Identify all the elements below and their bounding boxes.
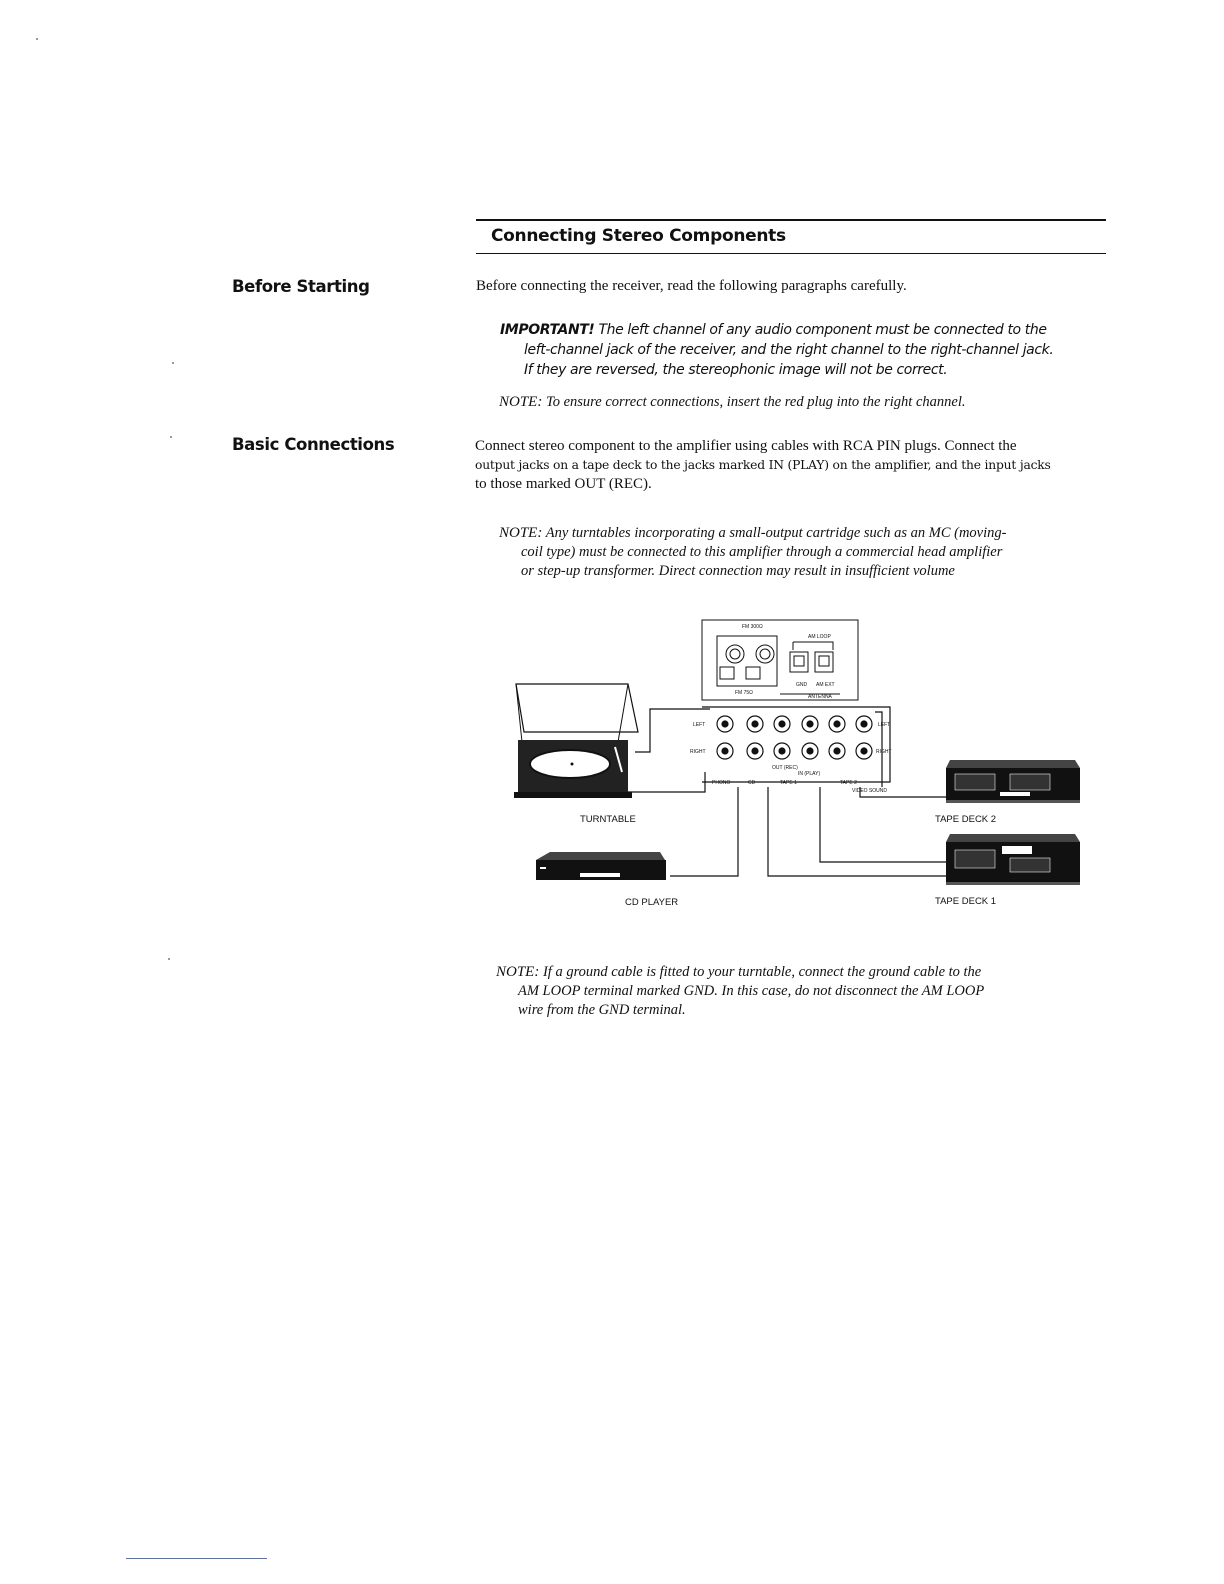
turntable-label: TURNTABLE bbox=[580, 814, 636, 825]
phono-label: PHONO bbox=[712, 780, 731, 786]
left-label-right-side: LEFT bbox=[878, 722, 891, 728]
header-rule-bottom bbox=[476, 253, 1106, 254]
scan-speck bbox=[170, 436, 172, 438]
tape1-label: TAPE 1 bbox=[780, 780, 797, 786]
important-label: IMPORTANT! bbox=[500, 322, 595, 338]
before-starting-text: Before connecting the receiver, read the following paragraphs carefully. bbox=[476, 278, 907, 294]
out-rec-label: OUT (REC) bbox=[772, 765, 798, 771]
basic-line-1: Connect stereo component to the amplifier using cables with RCA PIN plugs. Connect the bbox=[475, 438, 1017, 454]
cd-player-illustration bbox=[536, 852, 666, 880]
note-line-3: or step-up transformer. Direct connection may result in insufficient volume bbox=[521, 563, 955, 579]
important-line-2: left-channel jack of the receiver, and the right channel to the right-channel jack. bbox=[524, 342, 1054, 358]
scan-speck bbox=[36, 38, 38, 40]
cd-player-label: CD PLAYER bbox=[625, 897, 679, 907]
note-line-1: If a ground cable is fitted to your turntable, connect the ground cable to the bbox=[542, 964, 982, 980]
connection-diagram bbox=[510, 612, 1095, 907]
note-line-3: wire from the GND terminal. bbox=[518, 1002, 686, 1018]
cables bbox=[620, 709, 946, 876]
antenna-panel bbox=[702, 620, 858, 700]
note-line-2: coil type) must be connected to this amplifier through a commercial head amplifier bbox=[521, 544, 1003, 560]
antenna-label: ANTENNA bbox=[808, 694, 832, 700]
basic-connections-text bbox=[475, 437, 1110, 494]
scan-speck bbox=[172, 362, 174, 364]
note-text: To ensure correct connections, insert the red plug into the right channel. bbox=[545, 394, 966, 410]
right-label-right-side: RIGHT bbox=[876, 749, 892, 755]
in-play-label: IN (PLAY) bbox=[798, 771, 821, 777]
am-loop-label: AM LOOP bbox=[808, 634, 831, 640]
basic-line-2: output jacks on a tape deck to the jacks marked IN (PLAY) on the amplifier, and the input jacks bbox=[475, 458, 1051, 472]
basic-connections-heading: Basic Connections bbox=[232, 435, 395, 454]
tape-deck-2-label: TAPE DECK 2 bbox=[935, 814, 997, 825]
header-rule-top bbox=[476, 219, 1106, 221]
cd-label: CD bbox=[748, 780, 756, 786]
basic-line-3: to those marked OUT (REC). bbox=[475, 476, 652, 492]
note-label: NOTE: bbox=[499, 525, 543, 541]
note-line-2: AM LOOP terminal marked GND. In this case, do not disconnect the AM LOOP bbox=[518, 983, 985, 999]
before-starting-heading: Before Starting bbox=[232, 277, 370, 296]
tape-deck-1-illustration bbox=[946, 834, 1080, 885]
fm-300-label: FM 300Ω bbox=[742, 624, 763, 630]
fm-75-label: FM 75Ω bbox=[735, 690, 753, 696]
tape-deck-1-label: TAPE DECK 1 bbox=[935, 896, 997, 907]
right-label: RIGHT bbox=[690, 749, 706, 755]
important-note bbox=[500, 320, 1100, 380]
note-label: NOTE: bbox=[499, 394, 543, 410]
important-line-3: If they are reversed, the stereophonic image will not be correct. bbox=[524, 362, 948, 378]
left-label: LEFT bbox=[693, 722, 706, 728]
video-sound-label: VIDEO SOUND bbox=[852, 788, 888, 794]
important-line-1: The left channel of any audio component must be connected to the bbox=[598, 322, 1047, 338]
scan-speck bbox=[168, 958, 170, 960]
tape-deck-2-illustration bbox=[946, 760, 1080, 803]
footer-rule bbox=[126, 1558, 267, 1559]
turntable-illustration bbox=[514, 684, 638, 798]
note-red-plug bbox=[499, 393, 965, 412]
gnd-label: GND bbox=[796, 682, 808, 688]
note-mc-cartridge bbox=[499, 524, 1099, 581]
note-line-1: Any turntables incorporating a small-output cartridge such as an MC (moving- bbox=[545, 525, 1007, 541]
note-label: NOTE: bbox=[496, 964, 540, 980]
am-ext-label: AM EXT bbox=[816, 682, 835, 688]
section-title: Connecting Stereo Components bbox=[491, 226, 786, 246]
tape2-label: TAPE 2 bbox=[840, 780, 857, 786]
note-ground-cable bbox=[496, 963, 1096, 1020]
